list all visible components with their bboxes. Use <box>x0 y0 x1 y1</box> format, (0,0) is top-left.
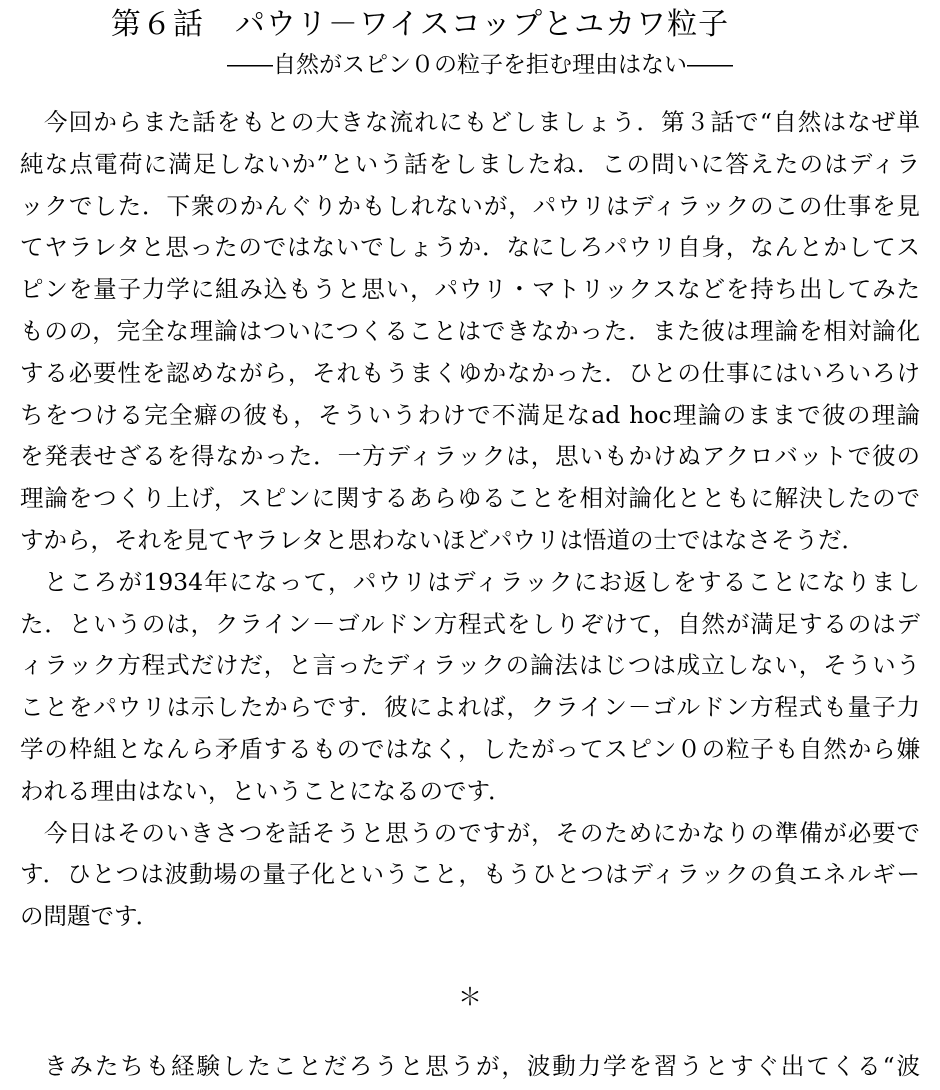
paragraph-3 <box>20 813 920 938</box>
section-separator: ＊ <box>458 982 482 1011</box>
text-line: ちをつける完全癖の彼も，そういうわけで不満足なad hoc理論のままで彼の理論 <box>20 400 920 429</box>
paragraph-2 <box>20 562 920 813</box>
text-line: ものの，完全な理論はついにつくることはできなかった．また彼は理論を相対論化 <box>20 316 920 345</box>
text-line: ィラック方程式だけだ，と言ったディラックの論法はじつは成立しない，そういう <box>20 651 920 680</box>
text-line: ックでした．下衆のかんぐりかもしれないが，パウリはディラックのこの仕事を見 <box>20 191 920 220</box>
text-line: きみたちも経験したことだろうと思うが，波動力学を習うとすぐ出てくる“波 <box>44 1051 920 1080</box>
text-line: する必要性を認めながら，それもうまくゆかなかった．ひとの仕事にはいろいろけ <box>20 358 920 387</box>
text-line: ところが1934年になって，パウリはディラックにお返しをすることになりまし <box>44 567 920 596</box>
text-line: の問題です． <box>20 902 160 931</box>
paragraph-1 <box>20 102 920 562</box>
text-line: 学の枠組となんら矛盾するものではなく，したがってスピン０の粒子も自然から嫌 <box>20 734 920 763</box>
page <box>20 6 920 1088</box>
chapter-subtitle: ――自然がスピン０の粒子を拒む理由はない―― <box>227 52 733 78</box>
text-line: 純な点電荷に満足しないか”という話をしましたね．この問いに答えたのはディラ <box>20 149 920 178</box>
text-line: ピンを量子力学に組み込もうと思い，パウリ・マトリックスなどを持ち出してみた <box>20 275 920 304</box>
text-line: 理論をつくり上げ，スピンに関するあらゆることを相対論化とともに解決したので <box>20 484 920 513</box>
chapter-title: 第６話 パウリ－ワイスコップとユカワ粒子 <box>110 7 730 42</box>
text-line: われる理由はない，ということになるのです． <box>20 776 512 805</box>
paragraph-4 <box>20 1046 920 1088</box>
text-line: すから，それを見てヤラレタと思わないほどパウリは悟道の士ではなさそうだ． <box>20 525 866 554</box>
text-line: を発表せざるを得なかった．一方ディラックは，思いもかけぬアクロバットで彼の <box>20 442 920 471</box>
text-line: 今日はそのいきさつを話そうと思うのですが，そのためにかなりの準備が必要で <box>44 818 920 847</box>
body-text <box>20 102 920 1088</box>
text-line: てヤラレタと思ったのではないでしょうか．なにしろパウリ自身，なんとかしてス <box>20 233 920 262</box>
text-line: ことをパウリは示したからです．彼によれば，クライン－ゴルドン方程式も量子力 <box>20 693 920 722</box>
text-line: す．ひとつは波動場の量子化ということ，もうひとつはディラックの負エネルギー <box>20 860 920 889</box>
text-line: 今回からまた話をもとの大きな流れにもどしましょう．第３話で“自然はなぜ単 <box>44 108 920 136</box>
text-line: た．というのは，クライン－ゴルドン方程式をしりぞけて，自然が満足するのはデ <box>20 609 920 638</box>
